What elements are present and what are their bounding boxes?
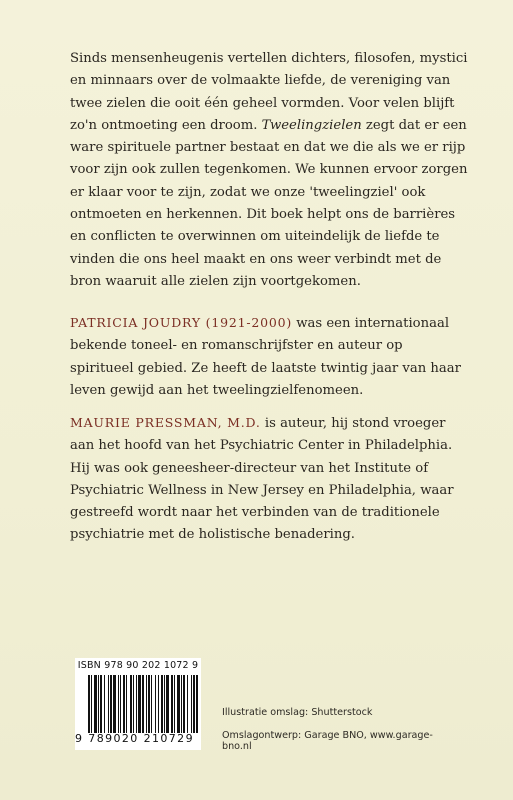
- barcode-bar: [110, 675, 112, 733]
- barcode-bar: [98, 675, 99, 733]
- barcode-bar: [133, 675, 134, 733]
- blurb-text-part1: Sinds mensenheugenis vertellen dichters, filosofen, mystici en minnaars over de volmaakte liefde, de vereniging van twee zielen die ooit één geheel vormden. Voor velen blijft zo'n ontmoeting een droom.: [70, 51, 468, 133]
- barcode-bar: [174, 675, 175, 733]
- barcode-bar: [155, 675, 156, 733]
- barcode-bar: [113, 675, 116, 733]
- barcode-bar: [104, 675, 105, 733]
- barcode-bar: [142, 675, 144, 733]
- barcode-bar: [126, 675, 127, 733]
- barcode-bar: [136, 675, 137, 733]
- barcode-bar: [166, 675, 169, 733]
- barcode-bars: [88, 675, 198, 733]
- barcode-bar: [146, 675, 147, 733]
- illustration-credit: Illustratie omslag: Shutterstock: [222, 707, 373, 718]
- barcode-bar: [94, 675, 97, 733]
- barcode-bar: [177, 675, 180, 733]
- barcode-bar: [161, 675, 163, 733]
- book-title-italic: Tweelingzielen: [261, 117, 362, 133]
- author-name-pressman: MAURIE PRESSMAN, M.D.: [70, 415, 261, 430]
- barcode-bar: [88, 675, 90, 733]
- barcode-bar: [151, 675, 152, 733]
- author-bio-joudry: [70, 312, 470, 402]
- design-credit: Omslagontwerp: Garage BNO, www.garage-bno.nl: [222, 730, 433, 752]
- barcode-bar: [181, 675, 182, 733]
- isbn-digits: 9 789020 210729: [75, 732, 194, 745]
- author-name-joudry: PATRICIA JOUDRY (1921-2000): [70, 315, 293, 330]
- barcode-bar: [120, 675, 121, 733]
- barcode-bar: [164, 675, 165, 733]
- barcode-bar: [118, 675, 119, 733]
- barcode-bar: [191, 675, 192, 733]
- barcode-bar: [108, 675, 109, 733]
- author-bio-pressman-text: is auteur, hij stond vroeger aan het hoofd van het Psychiatric Center in Philadelphia. Hij was ook geneesheer-directeur van het Institute of Psychiatric Wellness in New Jersey en Philadelphia, waar gestreefd wordt naar het verbinden van de traditionele psychiatrie met de holistische benadering.: [70, 416, 454, 543]
- barcode-bar: [171, 675, 173, 733]
- barcode-bar: [193, 675, 195, 733]
- author-bio-pressman: [70, 412, 470, 547]
- barcode-bar: [187, 675, 188, 733]
- author-bio-joudry-text: was een internationaal bekende toneel- en romanschrijfster en auteur op spiritueel gebied. Ze heeft de laatste twintig jaar van haar leven gewijd aan het tweelingzielfenomeen.: [70, 316, 461, 398]
- barcode-bar: [130, 675, 132, 733]
- blurb-text-part2: zegt dat er een ware spirituele partner bestaat en dat we die als we er rijp voor zijn ook zullen tegenkomen. We kunnen ervoor zorgen er klaar voor te zijn, zodat we onze 'tweelingziel' ook ontmoeten en herkennen. Dit boek helpt ons de barrières en conflicten te overwinnen om uiteindelijk de liefde te vinden die ons heel maakt en ons weer verbindt met de bron waaruit alle zielen zijn voortgekomen.: [70, 117, 468, 289]
- barcode-bar: [91, 675, 92, 733]
- barcode-bar: [100, 675, 102, 733]
- barcode-bar: [158, 675, 159, 733]
- blurb-text: [70, 48, 470, 293]
- barcode-bar: [183, 675, 185, 733]
- barcode-bar: [123, 675, 125, 733]
- barcode-bar: [196, 675, 198, 733]
- isbn-barcode: [75, 658, 201, 750]
- barcode-bar: [148, 675, 150, 733]
- barcode-bar: [138, 675, 141, 733]
- isbn-label: ISBN 978 90 202 1072 9: [77, 660, 199, 671]
